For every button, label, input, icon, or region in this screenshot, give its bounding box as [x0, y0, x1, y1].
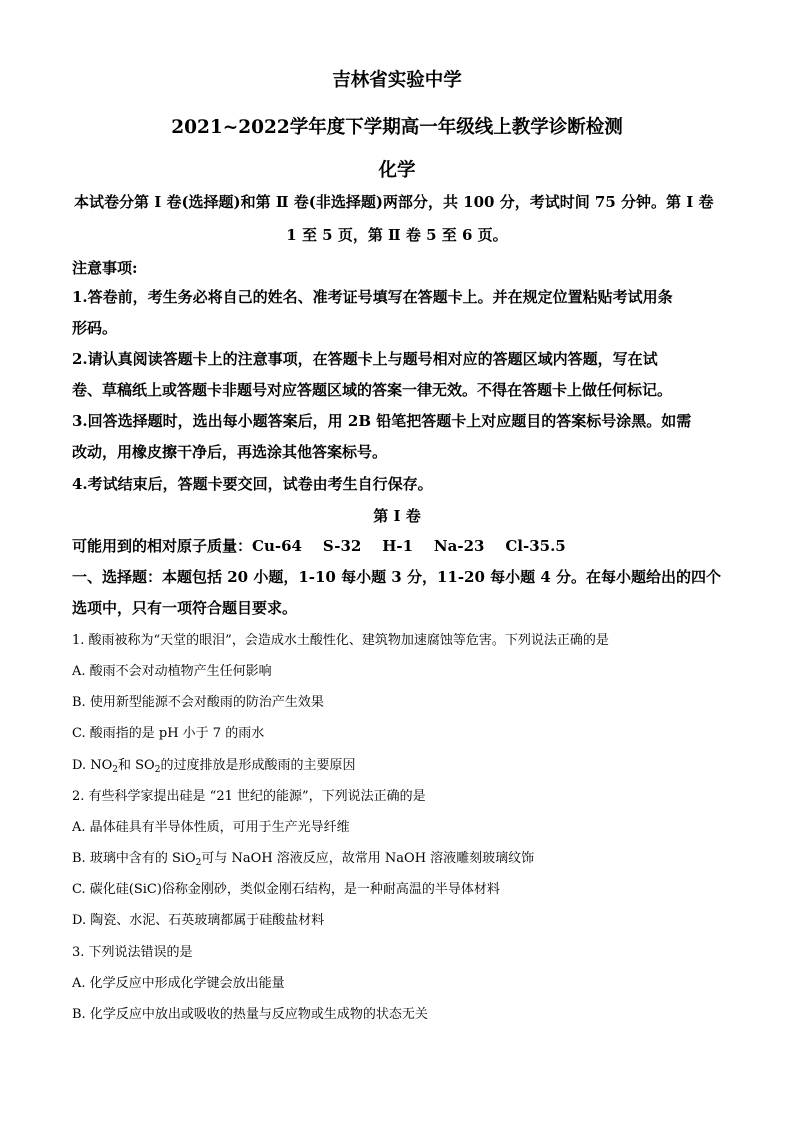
q3-stem: 3. 下列说法错误的是 [72, 945, 193, 960]
q2-option-c: C. 碳化硅(SiC)俗称金刚砂，类似金刚石结构，是一种耐高温的半导体材料 [72, 882, 500, 897]
q3-option-b: B. 化学反应中放出或吸收的热量与反应物或生成物的状态无关 [72, 1007, 428, 1022]
intro-line-2: 1 至 5 页，第 Ⅱ 卷 5 至 6 页。 [286, 226, 508, 244]
note-3-line-1: 3.回答选择题时，选出每小题答案后，用 2B 铅笔把答题卡上对应题目的答案标号涂黑。如需 [72, 412, 692, 430]
part1-instructions-line-1: 一、选择题：本题包括 20 小题，1-10 每小题 3 分，11-20 每小题 4 分。在每小题给出的四个 [72, 568, 722, 586]
exam-title: 2021~2022学年度下学期高一年级线上教学诊断检测 [171, 117, 623, 138]
note-1-line-1: 1.答卷前，考生务必将自己的姓名、准考证号填写在答题卡上。并在规定位置粘贴考试用条 [72, 288, 673, 306]
note-2-line-2: 卷、草稿纸上或答题卡非题号对应答题区域的答案一律无效。不得在答题卡上做任何标记。 [72, 381, 673, 399]
part1-instructions-line-2: 选项中，只有一项符合题目要求。 [72, 599, 298, 617]
q2-stem: 2. 有些科学家提出硅是 “21 世纪的能源”，下列说法正确的是 [72, 789, 426, 804]
q1-option-c: C. 酸雨指的是 pH 小于 7 的雨水 [72, 726, 265, 741]
atomic-masses: 可能用到的相对原子质量：Cu-64 S-32 H-1 Na-23 Cl-35.5 [72, 537, 566, 555]
notes-heading: 注意事项: [72, 259, 138, 277]
q3-option-a: A. 化学反应中形成化学键会放出能量 [72, 976, 285, 991]
school-title: 吉林省实验中学 [332, 70, 462, 91]
q2-option-b: B. 玻璃中含有的 SiO$_2$可与 NaOH 溶液反应，故常用 NaOH 溶液雕刻玻璃纹饰 [72, 851, 535, 868]
q1-stem: 1. 酸雨被称为“天堂的眼泪”，会造成水土酸性化、建筑物加速腐蚀等危害。下列说法正确的是 [72, 633, 609, 648]
subject-title: 化学 [378, 160, 416, 181]
q1-option-d: D. $NO_2$和 $SO_2$的过度排放是形成酸雨的主要原因 [72, 758, 356, 775]
q1-option-a: A. 酸雨不会对动植物产生任何影响 [72, 664, 272, 679]
note-4: 4.考试结束后，答题卡要交回，试卷由考生自行保存。 [72, 475, 433, 493]
intro-line-1: 本试卷分第 I 卷(选择题)和第 Ⅱ 卷(非选择题)两部分，共 100 分，考试时间 75 分钟。第 I 卷 [74, 193, 714, 211]
note-2-line-1: 2.请认真阅读答题卡上的注意事项，在答题卡上与题号相对应的答题区域内答题，写在试 [72, 350, 658, 368]
note-1-line-2: 形码。 [72, 319, 118, 337]
q2-option-d: D. 陶瓷、水泥、石英玻璃都属于硅酸盐材料 [72, 913, 325, 928]
note-3-line-2: 改动，用橡皮擦干净后，再选涂其他答案标号。 [72, 443, 388, 461]
section-title: 第 I 卷 [373, 507, 421, 525]
q1-option-b: B. 使用新型能源不会对酸雨的防治产生效果 [72, 695, 324, 710]
q2-option-a: A. 晶体硅具有半导体性质，可用于生产光导纤维 [72, 820, 350, 835]
